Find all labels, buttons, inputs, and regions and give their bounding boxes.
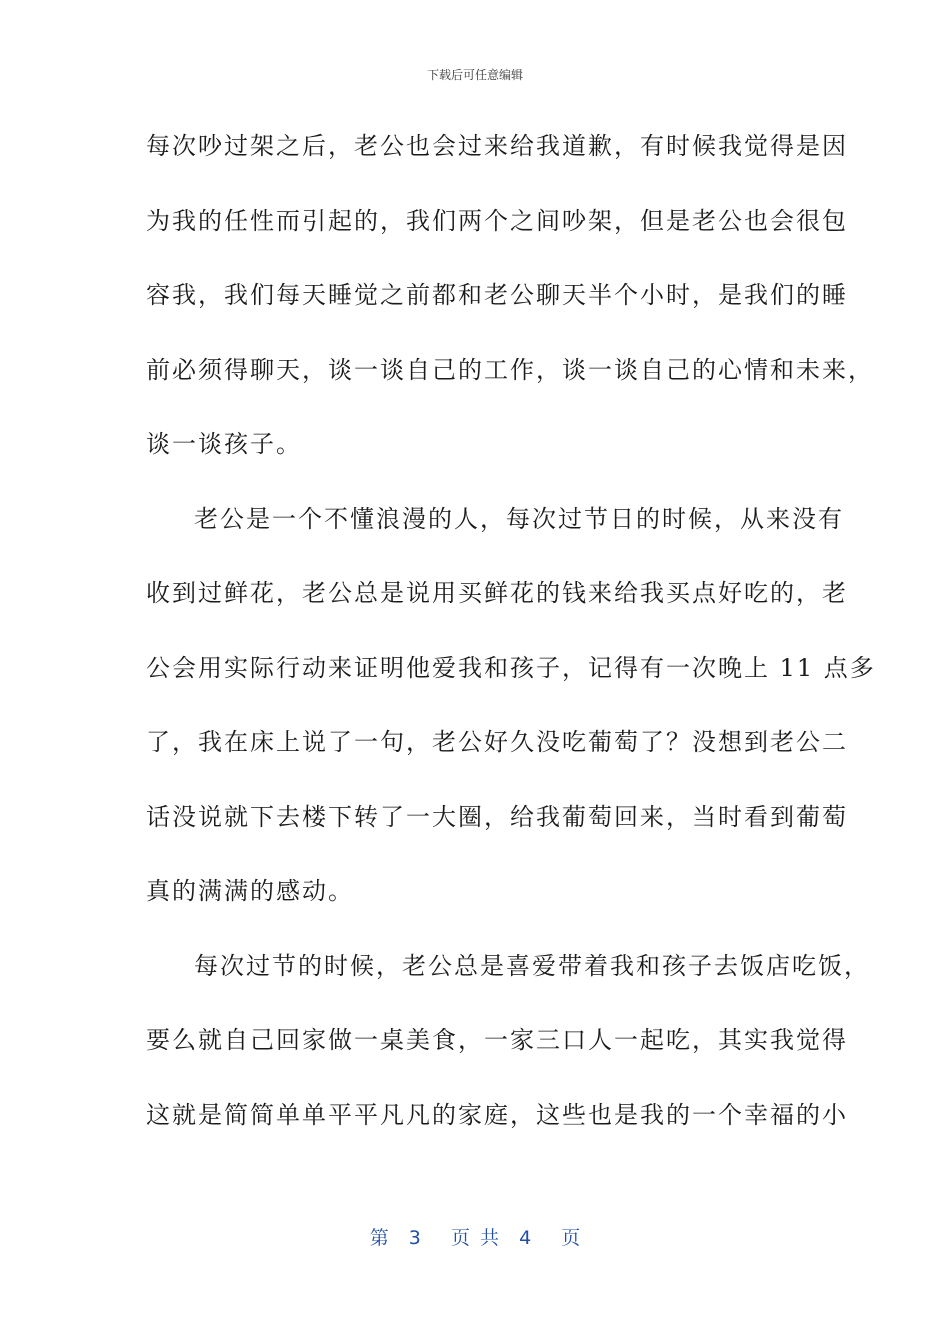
page-footer xyxy=(0,1226,950,1250)
text-line: 公会用实际行动来证明他爱我和孩子，记得有一次晚上 11 点多 xyxy=(146,653,876,682)
text-line: 前必须得聊天，谈一谈自己的工作，谈一谈自己的心情和未来， xyxy=(146,355,874,384)
text-line: 话没说就下去楼下转了一大圈，给我葡萄回来，当时看到葡萄 xyxy=(146,802,848,831)
text-line: 老公是一个不懂浪漫的人，每次过节日的时候，从来没有 xyxy=(194,504,844,533)
text-line: 要么就自己回家做一桌美食，一家三口人一起吃，其实我觉得 xyxy=(146,1026,848,1054)
text-line: 谈一谈孩子。 xyxy=(146,430,302,458)
page-number: 第 3 页 共 4 页 xyxy=(369,1227,581,1249)
document-body xyxy=(146,120,876,1163)
text-line: 收到过鲜花，老公总是说用买鲜花的钱来给我买点好吃的，老 xyxy=(146,579,848,607)
text-line: 为我的任性而引起的，我们两个之间吵架，但是老公也会很包 xyxy=(146,206,848,235)
text-line: 真的满满的感动。 xyxy=(146,877,354,905)
text-line: 每次吵过架之后，老公也会过来给我道歉，有时候我觉得是因 xyxy=(146,132,848,160)
page-header: 下载后可任意编辑 xyxy=(426,68,523,82)
text-line: 了，我在床上说了一句，老公好久没吃葡萄了？没想到老公二 xyxy=(146,728,848,756)
text-line: 这就是简简单单平平凡凡的家庭，这些也是我的一个幸福的小 xyxy=(146,1100,848,1129)
text-line: 容我，我们每天睡觉之前都和老公聊天半个小时，是我们的睡 xyxy=(146,281,848,309)
text-line: 每次过节的时候，老公总是喜爱带着我和孩子去饭店吃饭， xyxy=(194,951,870,980)
